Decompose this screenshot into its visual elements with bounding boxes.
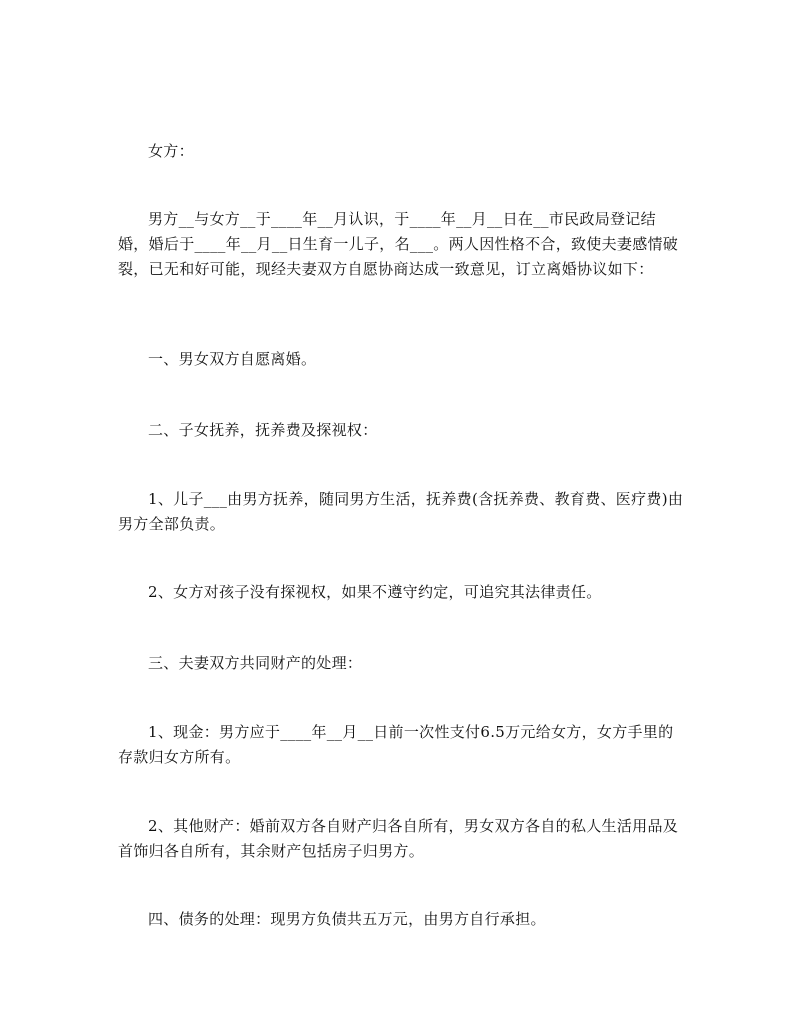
clause-2-item-2: 2、女方对孩子没有探视权，如果不遵守约定，可追究其法律责任。 xyxy=(148,583,602,601)
clause-2-heading: 二、子女抚养，抚养费及探视权： xyxy=(148,421,378,439)
clause-3-item-1: 1、现金：男方应于____年__月__日前一次性支付6.5万元给女方，女方手里的存款归女方所有。 xyxy=(118,723,674,766)
party-female-line: 女方： xyxy=(148,142,194,160)
clause-1-heading: 一、男女双方自愿离婚。 xyxy=(148,350,317,368)
clause-3-item-2: 2、其他财产：婚前双方各自财产归各自所有，男女双方各自的私人生活用品及首饰归各自所有，其余财产包括房子归男方。 xyxy=(118,817,679,860)
clause-4-heading: 四、债务的处理：现男方负债共五万元，由男方自行承担。 xyxy=(148,910,546,928)
clause-3-heading: 三、夫妻双方共同财产的处理： xyxy=(148,654,363,672)
clause-2-item-1: 1、儿子___由男方抚养，随同男方生活，抚养费(含抚养费、教育费、医疗费)由男方全部负责。 xyxy=(118,490,684,533)
intro-paragraph: 男方__与女方__于____年__月认识，于____年__月__日在__市民政局登记结婚，婚后于____年__月__日生育一儿子，名___。两人因性格不合，致使夫妻感情破裂，已无和好可能，现经夫妻双方自愿协商达成一致意见，订立离婚协议如下： xyxy=(118,210,679,278)
